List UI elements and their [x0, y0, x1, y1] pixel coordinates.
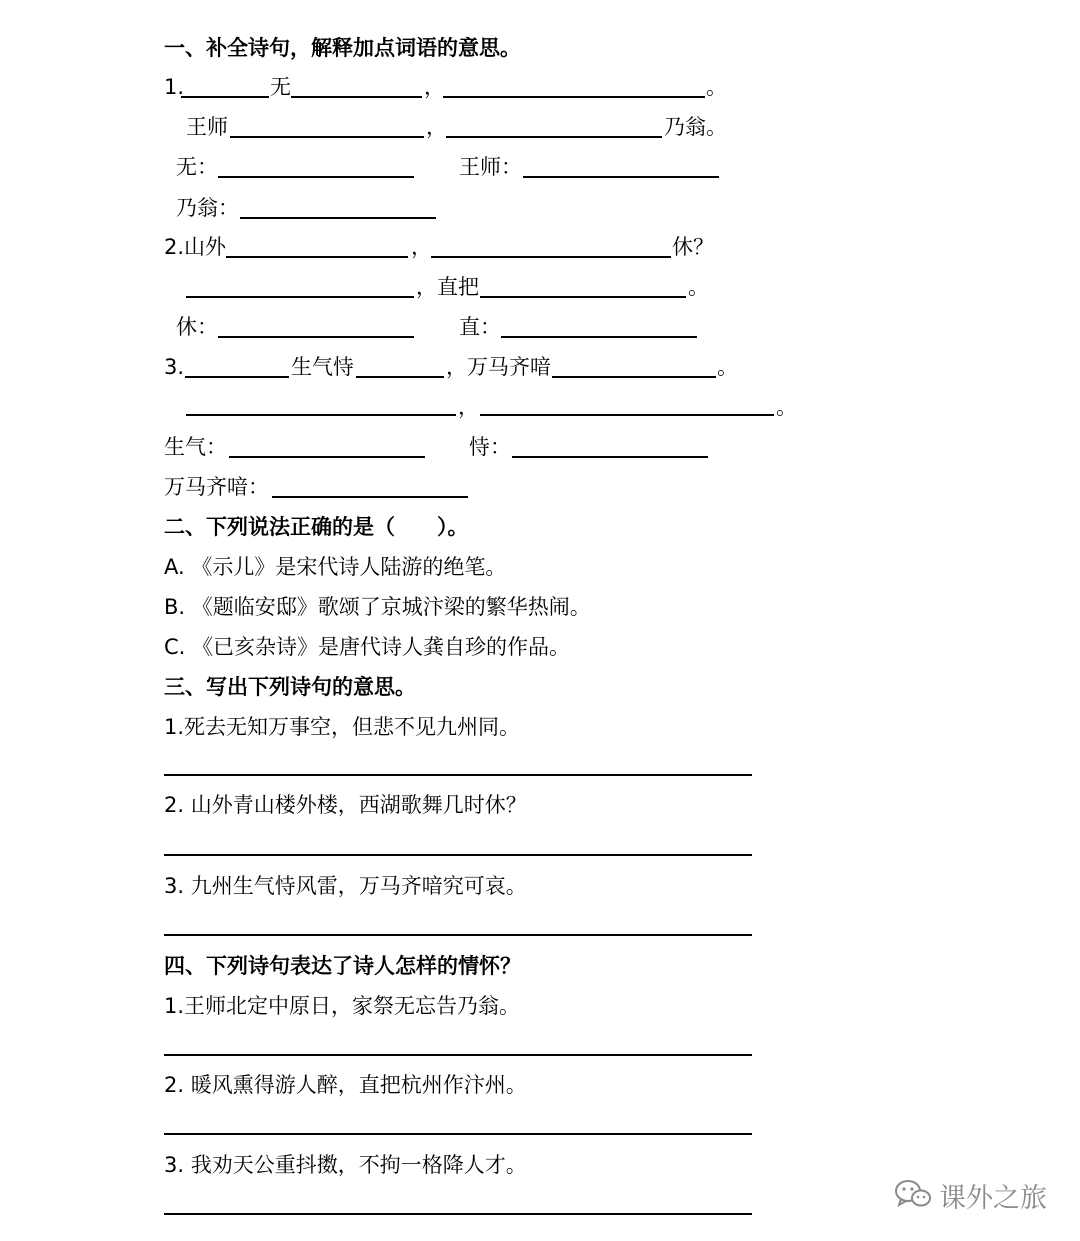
q1-explain-label-1: 无：: [176, 155, 218, 179]
s3-question-1: 1.死去无知万事空，但悲不见九州同。: [164, 715, 521, 739]
section-1-heading: 一、补全诗句，解释加点词语的意思。: [164, 36, 521, 60]
wechat-icon: [893, 1178, 933, 1214]
watermark: [893, 1176, 1047, 1215]
section-3-heading: 三、写出下列诗句的意思。: [164, 675, 416, 699]
q3-explain-label-2: 恃：: [469, 435, 511, 459]
s3-question-2: 2. 山外青山楼外楼，西湖歌舞几时休？: [164, 793, 527, 817]
q3-word-1: 生气恃: [291, 355, 354, 379]
section-4-heading: 四、下列诗句表达了诗人怎样的情怀？: [164, 954, 521, 978]
q1-word-2: 王师: [186, 115, 228, 139]
q3-comma-2: ，: [458, 395, 479, 419]
answer-line[interactable]: [164, 854, 752, 856]
blank-line[interactable]: [229, 456, 425, 458]
s3-question-3: 3. 九州生气恃风雷，万马齐喑究可哀。: [164, 874, 527, 898]
q3-word-2: ，万马齐喑: [446, 355, 551, 379]
blank-line[interactable]: [552, 376, 716, 378]
answer-line[interactable]: [164, 1054, 752, 1056]
q1-number: 1.: [164, 75, 185, 99]
blank-line[interactable]: [218, 176, 414, 178]
blank-line[interactable]: [446, 136, 662, 138]
q2-explain-label-1: 休：: [176, 315, 218, 339]
q1-period: 。: [706, 75, 727, 99]
q2-comma: ，: [411, 235, 432, 259]
blank-line[interactable]: [272, 496, 468, 498]
blank-line[interactable]: [431, 256, 671, 258]
option-c[interactable]: C. 《已亥杂诗》是唐代诗人龚自珍的作品。: [164, 635, 571, 659]
blank-line[interactable]: [512, 456, 708, 458]
blank-line[interactable]: [480, 414, 774, 416]
q3-number: 3.: [164, 355, 185, 379]
option-a[interactable]: A. 《示儿》是宋代诗人陆游的绝笔。: [164, 555, 507, 579]
blank-line[interactable]: [218, 336, 414, 338]
q3-explain-label-1: 生气：: [164, 435, 227, 459]
q2-explain-label-2: 直：: [459, 315, 501, 339]
q1-comma: ，: [424, 75, 445, 99]
watermark-text: 课外之旅: [939, 1183, 1047, 1214]
s4-question-3: 3. 我劝天公重抖擞，不拘一格降人才。: [164, 1153, 527, 1177]
blank-line[interactable]: [186, 414, 456, 416]
q3-period: 。: [717, 355, 738, 379]
q2-word-1: 休？: [672, 235, 714, 259]
blank-line[interactable]: [480, 296, 686, 298]
answer-line[interactable]: [164, 774, 752, 776]
blank-line[interactable]: [291, 96, 422, 98]
q2-comma-2: ，直把: [416, 275, 479, 299]
q3-explain-label-3: 万马齐喑：: [164, 475, 269, 499]
q1-word-1: 无: [270, 75, 291, 99]
blank-line[interactable]: [443, 96, 705, 98]
q2-period: 。: [688, 275, 709, 299]
blank-line[interactable]: [230, 136, 424, 138]
blank-line[interactable]: [523, 176, 719, 178]
q2-number: 2.山外: [164, 235, 227, 259]
s4-question-2: 2. 暖风熏得游人醉，直把杭州作汴州。: [164, 1073, 527, 1097]
blank-line[interactable]: [501, 336, 697, 338]
blank-line[interactable]: [181, 96, 269, 98]
blank-line[interactable]: [186, 296, 414, 298]
answer-line[interactable]: [164, 1213, 752, 1215]
q3-period-2: 。: [776, 395, 797, 419]
section-2-heading: 二、下列说法正确的是（ ）。: [164, 515, 469, 539]
blank-line[interactable]: [240, 217, 436, 219]
blank-line[interactable]: [185, 376, 289, 378]
q1-comma-2: ，: [426, 115, 447, 139]
s4-question-1: 1.王师北定中原日，家祭无忘告乃翁。: [164, 994, 521, 1018]
blank-line[interactable]: [356, 376, 444, 378]
answer-line[interactable]: [164, 934, 752, 936]
q1-explain-label-3: 乃翁：: [176, 196, 239, 220]
q1-word-3: 乃翁。: [664, 115, 727, 139]
option-b[interactable]: B. 《题临安邸》歌颂了京城汴梁的繁华热闹。: [164, 595, 591, 619]
blank-line[interactable]: [226, 256, 408, 258]
q1-explain-label-2: 王师：: [459, 155, 522, 179]
answer-line[interactable]: [164, 1133, 752, 1135]
